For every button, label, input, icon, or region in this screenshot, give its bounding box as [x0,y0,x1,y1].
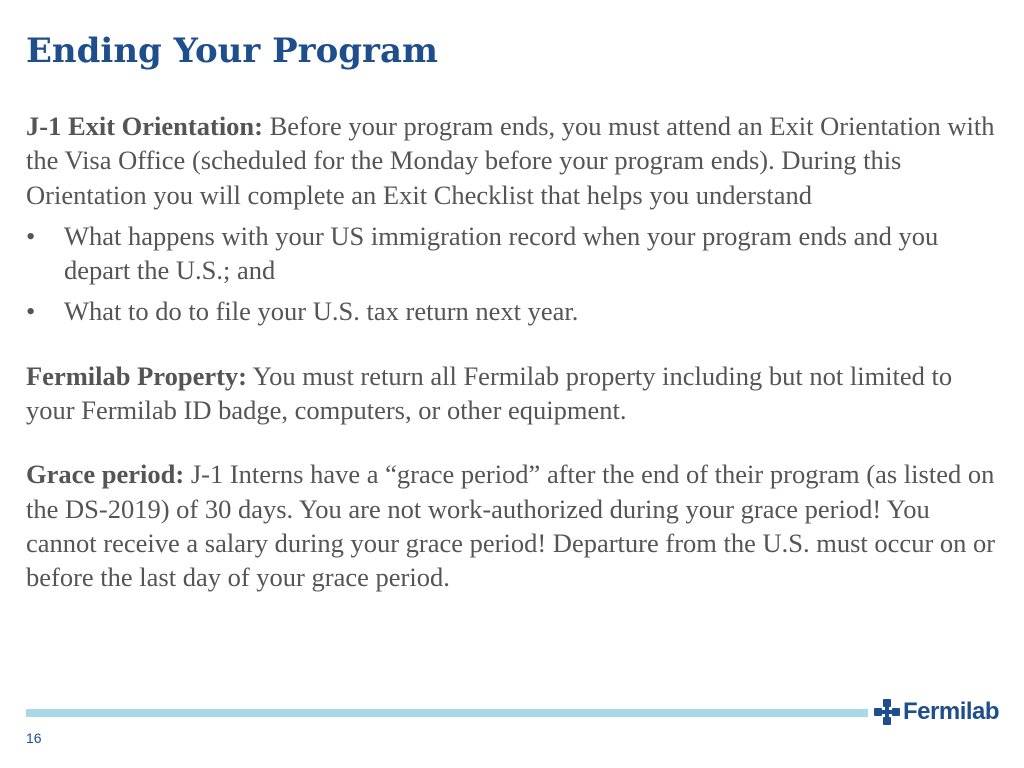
fermilab-logo-text: Fermilab [903,698,1000,725]
grace-period-body: J-1 Interns have a “grace period” after the end of their program (as listed on the DS-2019) of 30 days. You are not work-authorized during your grace period! You cannot receive a salary during your grace period! Departure from the U.S. must occur on or before the last day of your grace period. [26,459,996,593]
fermilab-logo [874,698,999,726]
footer-divider [26,709,868,717]
bullet-icon: • [26,296,36,327]
list-item [26,219,1001,288]
page-number: 16 [26,730,42,746]
exit-orientation-heading: J-1 Exit Orientation: [26,111,263,141]
exit-orientation-body: Before your program ends, you must attend an Exit Orientation with the Visa Office (scheduled for the Monday before your program ends). During this Orientation you will complete an Exit Checklist that helps you understand [26,111,995,210]
list-item-text: What to do to file your U.S. tax return next year. [64,296,579,327]
grace-period-paragraph [26,457,1001,594]
fermilab-logo-icon [874,699,900,725]
grace-period-heading: Grace period: [26,459,185,490]
slide-content [26,109,1001,595]
exit-orientation-paragraph [26,109,1001,212]
list-item-text: What happens with your US immigration record when your program ends and you depart the U.S.; and [64,220,939,286]
property-paragraph [26,359,1001,428]
property-heading: Fermilab Property: [26,360,248,391]
list-item [26,294,1001,328]
slide-title: Ending Your Program [26,31,438,71]
bullet-icon: • [26,220,36,251]
property-body: You must return all Fermilab property including but not limited to your Fermilab ID badge, computers, or other equipment. [26,360,953,426]
exit-checklist-list [26,219,1001,329]
